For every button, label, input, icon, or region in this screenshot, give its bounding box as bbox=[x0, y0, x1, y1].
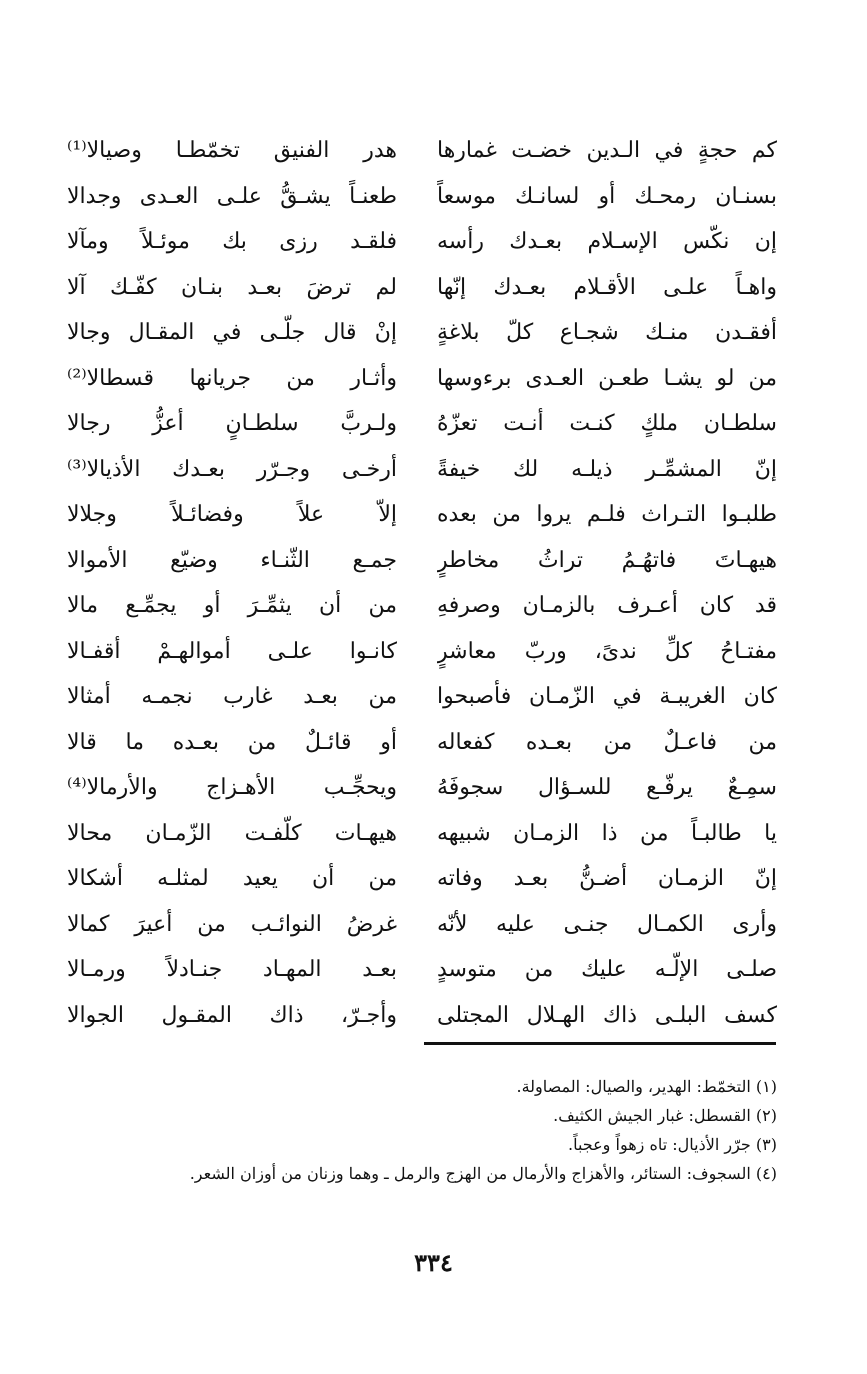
poem bbox=[0, 128, 867, 1028]
verse-hemistich: وأجـرّ، ذاك المقـول الجوالا bbox=[67, 1002, 397, 1028]
verse-hemistich: صلـى الإلّـه عليك من متوسدٍ bbox=[437, 957, 777, 982]
verse-hemistich: أرخـى وجـرّر بعـدك الأذيالا⁽³⁾ bbox=[67, 456, 397, 482]
page-number: ٣٣٤ bbox=[414, 1248, 453, 1277]
verse-hemistich: هيهـات كلّفـت الزّمـان محالا bbox=[67, 820, 397, 846]
verse-hemistich: من لو يشـا طعـن العـدى برءوسها bbox=[437, 365, 777, 391]
verse-hemistich: بسنـان رمحـك أو لسانـك موسعاً bbox=[437, 183, 777, 209]
verse-hemistich: وأثـار من جريانها قسطالا⁽²⁾ bbox=[67, 365, 397, 391]
verse-hemistich: إنّ المشمِّـر ذيلـه لك خيفةً bbox=[437, 456, 777, 482]
verse-hemistich: كسف البلـى ذاك الهـلال المجتلى bbox=[437, 1002, 777, 1028]
footnote: (٤) السجوف: الستائر، والأهزاج والأرمال من الهزج والرمل ـ وهما وزنان من أوزان الشعر. bbox=[189, 1164, 777, 1183]
verse-hemistich: هيهـاتَ فاتهُـمُ تراثُ مخاطرٍ bbox=[437, 547, 777, 573]
footnote: (١) التخمّط: الهدير، والصيال: المصاولة. bbox=[516, 1077, 777, 1096]
poem-left-column bbox=[67, 128, 397, 1038]
verse-hemistich: غرضُ النوائـب من أعيرَ كمالا bbox=[67, 911, 397, 937]
verse-hemistich: فلقـد رزى بك موئـلاً ومآلا bbox=[67, 229, 397, 254]
verse-hemistich: بعـد المهـاد جنـادلاً ورمـالا bbox=[67, 957, 397, 982]
verse-hemistich: طلبـوا التـراث فلـم يروا من بعده bbox=[437, 502, 777, 527]
verse-hemistich: إلاّ علاً وفضائـلاً وجلالا bbox=[67, 502, 397, 527]
verse-hemistich: واهـاً علـى الأقـلام بعـدك إنّها bbox=[437, 274, 777, 300]
verse-hemistich: هدر الفنيق تخمّطـا وصيالا⁽¹⁾ bbox=[67, 138, 397, 163]
footnote: (٢) القسطل: غبار الجيش الكثيف. bbox=[553, 1106, 777, 1125]
verse-hemistich: أفقـدن منـك شجـاع كلّ بلاغةٍ bbox=[437, 320, 777, 345]
verse-hemistich: لم ترضَ بعـد بنـان كفّـك آلا bbox=[67, 274, 397, 300]
verse-hemistich: سمِـعٌ يرفّـع للسـؤال سجوفَهُ bbox=[437, 775, 777, 800]
verse-hemistich: مفتـاحُ كلِّ ندىً، وربّ معاشرٍ bbox=[437, 638, 777, 664]
verse-hemistich: يا طالبـاً من ذا الزمـان شبيهه bbox=[437, 820, 777, 846]
verse-hemistich: من بعـد غارب نجمـه أمثالا bbox=[67, 684, 397, 709]
verse-hemistich: ولـربَّ سلطـانٍ أعزُّ رجالا bbox=[67, 411, 397, 436]
verse-hemistich: من أن يعيد لمثلـه أشكالا bbox=[67, 866, 397, 891]
verse-hemistich: إنْ قال جلّـى في المقـال وجالا bbox=[67, 320, 397, 345]
verse-hemistich: قد كان أعـرف بالزمـان وصرفهِ bbox=[437, 593, 777, 618]
verse-hemistich: أو قائـلٌ من بعـده ما قالا bbox=[67, 729, 397, 755]
footnote: (٣) جرّر الأذيال: تاه زهواً وعجباً. bbox=[568, 1135, 777, 1154]
footnote-separator bbox=[424, 1042, 776, 1045]
verse-hemistich: سلطـان ملكٍ كنـت أنـت تعزّهُ bbox=[437, 411, 777, 436]
verse-hemistich: من فاعـلٌ من بعـده كفعاله bbox=[437, 729, 777, 755]
verse-hemistich: جمـع الثّنـاء وضيّع الأموالا bbox=[67, 547, 397, 573]
verse-hemistich: كانـوا علـى أموالهـمْ أقفـالا bbox=[67, 638, 397, 664]
poem-right-column bbox=[437, 128, 777, 1038]
verse-hemistich: إنّ الزمـان أضـنُّ بعـد وفاته bbox=[437, 866, 777, 891]
verse-hemistich: ويحجِّـب الأهـزاج والأرمالا⁽⁴⁾ bbox=[67, 775, 397, 800]
verse-hemistich: من أن يثمِّـرَ أو يجمِّـع مالا bbox=[67, 593, 397, 618]
verse-hemistich: طعنـاً يشـقُّ علـى العـدى وجدالا bbox=[67, 183, 397, 209]
verse-hemistich: كم حجةٍ في الـدين خضـت غمارها bbox=[437, 138, 777, 163]
verse-hemistich: إن نكّس الإسـلام بعـدك رأسه bbox=[437, 229, 777, 254]
verse-hemistich: كان الغريبـة في الزّمـان فأصبحوا bbox=[437, 684, 777, 709]
footnotes bbox=[77, 1072, 777, 1188]
verse-hemistich: وأرى الكمـال جنـى عليه لأنّه bbox=[437, 911, 777, 937]
